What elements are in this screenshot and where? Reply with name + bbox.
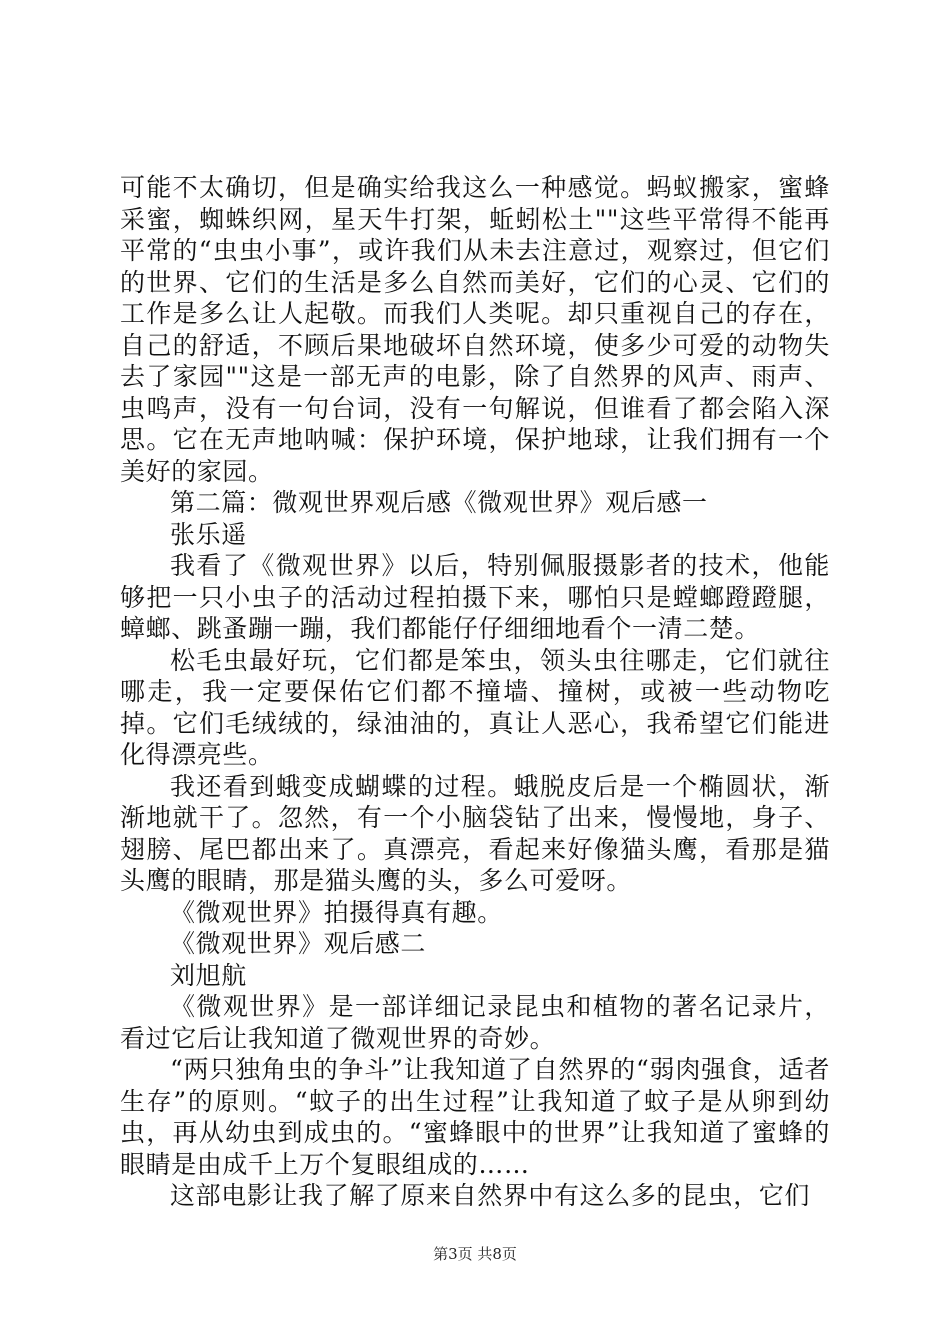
paragraph: 我还看到蛾变成蝴蝶的过程。蛾脱皮后是一个椭圆状，渐渐地就干了。忽然，有一个小脑袋钻了出来，慢慢地，身子、翅膀、尾巴都出来了。真漂亮，看起来好像猫头鹰，看那是猫头鹰的眼睛，那是猫头鹰的头，多么可爱呀。 [120, 771, 830, 895]
paragraph-continuation: 可能不太确切，但是确实给我这么一种感觉。蚂蚁搬家，蜜蜂采蜜，蜘蛛织网，星天牛打架，蚯蚓松土""这些平常得不能再平常的“虫虫小事”，或许我们从未去注意过，观察过，但它们的世界、它们的生活是多么自然而美好，它们的心灵、它们的工作是多么让人起敬。而我们人类呢。却只重视自己的存在，自己的舒适，不顾后果地破坏自然环境，使多少可爱的动物失去了家园""这是一部无声的电影，除了自然界的风声、雨声、虫鸣声，没有一句台词，没有一句解说，但谁看了都会陷入深思。它在无声地呐喊：保护环境，保护地球，让我们拥有一个美好的家园。 [120, 173, 830, 486]
paragraph: 我看了《微观世界》以后，特别佩服摄影者的技术，他能够把一只小虫子的活动过程拍摄下来，哪怕只是螳螂蹬蹬腿，蟑螂、跳蚤蹦一蹦，我们都能仔仔细细地看个一清二楚。 [120, 551, 830, 643]
paragraph: 《微观世界》拍摄得真有趣。 [170, 897, 503, 927]
paragraph: 这部电影让我了解了原来自然界中有这么多的昆虫，它们 [170, 1181, 811, 1210]
section-heading: 第二篇：微观世界观后感《微观世界》观后感一 [170, 488, 708, 517]
author-name: 张乐遥 [170, 519, 247, 549]
document-body [120, 172, 830, 1212]
author-name: 刘旭航 [170, 960, 247, 990]
paragraph: 《微观世界》是一部详细记录昆虫和植物的著名记录片，看过它后让我知道了微观世界的奇妙。 [120, 992, 830, 1053]
paragraph: 松毛虫最好玩，它们都是笨虫，领头虫往哪走，它们就往哪走，我一定要保佑它们都不撞墙、撞树，或被一些动物吃掉。它们毛绒绒的，绿油油的，真让人恶心，我希望它们能进化得漂亮些。 [120, 645, 830, 769]
page-number: 第3页 共8页 [433, 1245, 517, 1263]
section-heading: 《微观世界》观后感二 [170, 929, 427, 958]
page-footer [0, 1243, 950, 1264]
paragraph: “两只独角虫的争斗”让我知道了自然界的“弱肉强食，适者生存”的原则。“蚊子的出生过程”让我知道了蚊子是从卵到幼虫，再从幼虫到成虫的。“蜜蜂眼中的世界”让我知道了蜜蜂的眼睛是由成千上万个复眼组成的…… [120, 1055, 830, 1179]
